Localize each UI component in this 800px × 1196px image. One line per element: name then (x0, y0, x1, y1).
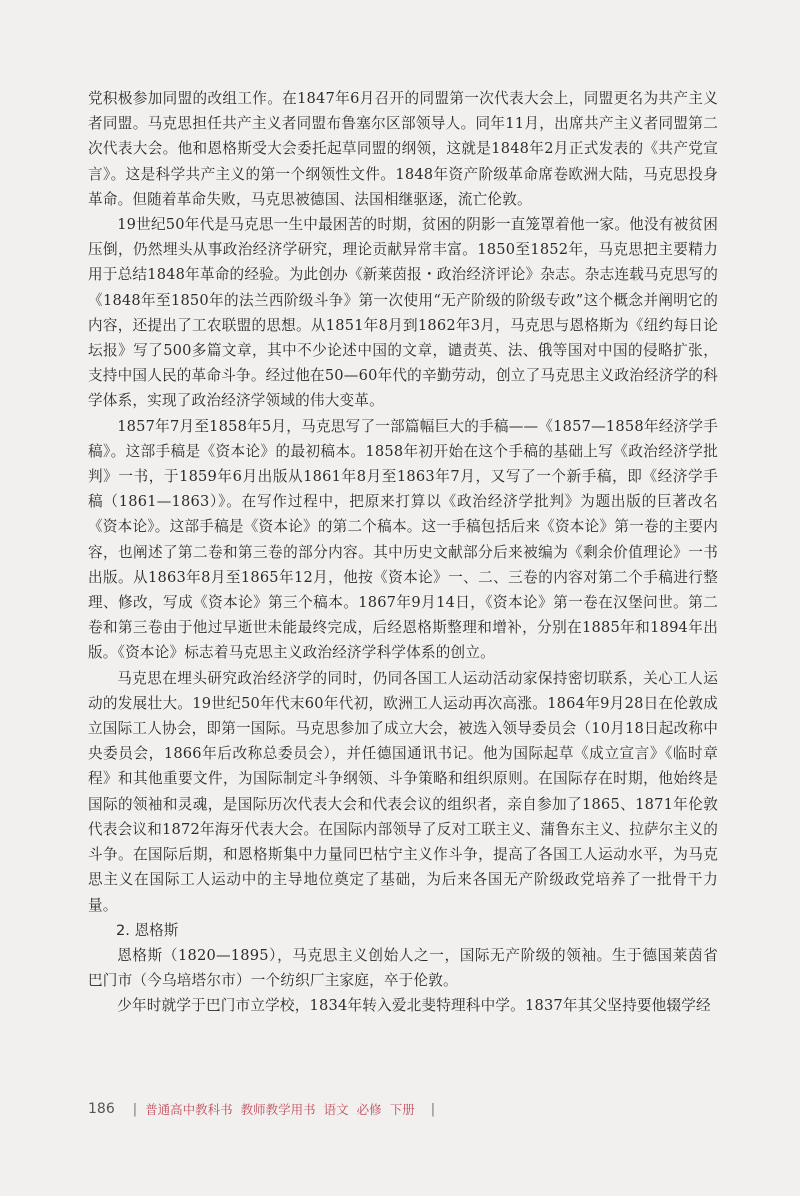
page-number: 186 (88, 1101, 115, 1117)
page-footer (88, 1100, 443, 1118)
page-body (88, 86, 718, 1019)
footer-subject: 语文 (323, 1102, 349, 1117)
footer-level: 必修 (356, 1102, 382, 1117)
paragraph-1: 党积极参加同盟的改组工作。在1847年6月召开的同盟第一次代表大会上，同盟更名为共产主义者同盟。马克思担任共产主义者同盟布鲁塞尔区部领导人。同年11月，出席共产主义者同盟第二次代表大会。他和恩格斯受大会委托起草同盟的纲领，这就是1848年2月正式发表的《共产党宣言》。这是科学共产主义的第一个纲领性文件。1848年资产阶级革命席卷欧洲大陆，马克思投身革命。但随着革命失败，马克思被德国、法国相继驱逐，流亡伦敦。 (88, 90, 718, 208)
footer-separator-right: | (430, 1101, 436, 1117)
footer-volume: 下册 (389, 1102, 415, 1117)
paragraph-6: 少年时就学于巴门市立学校，1834年转入爱北斐特理科中学。1837年其父坚持要他辍学经 (117, 997, 711, 1015)
paragraph-3: 1857年7月至1858年5月，马克思写了一部篇幅巨大的手稿——《1857—1858年经济学手稿》。这部手稿是《资本论》的最初稿本。1858年初开始在这个手稿的基础上写《政治经济学批判》一书，于1859年6月出版从1861年8月至1863年7月，又写了一个新手稿，即《经济学手稿（1861—1863）》。在写作过程中，把原来打算以《政治经济学批判》为题出版的巨著改名《资本论》。这部手稿是《资本论》的第二个稿本。这一手稿包括后来《资本论》第一卷的主要内容，也阐述了第二卷和第三卷的部分内容。其中历史文献部分后来被编为《剩余价值理论》一书出版。从1863年8月至1865年12月，他按《资本论》一、二、三卷的内容对第二个手稿进行整理、修改，写成《资本论》第三个稿本。1867年9月14日，《资本论》第一卷在汉堡问世。第二卷和第三卷由于他过早逝世未能最终完成，后经恩格斯整理和增补，分别在1885年和1894年出版。《资本论》标志着马克思主义政治经济学科学体系的创立。 (88, 417, 718, 662)
section-heading-engels: 2. 恩格斯 (116, 921, 179, 939)
footer-book-kind: 教师教学用书 (240, 1102, 316, 1117)
paragraph-2: 19世纪50年代是马克思一生中最困苦的时期，贫困的阴影一直笼罩着他一家。他没有被贫困压倒，仍然埋头从事政治经济学研究，理论贡献异常丰富。1850至1852年，马克思把主要精力用于总结1848年革命的经验。为此创办《新莱茵报・政治经济评论》杂志。杂志连载马克思写的《1848年至1850年的法兰西阶级斗争》第一次使用“无产阶级的阶级专政”这个概念并阐明它的内容，还提出了工农联盟的思想。从1851年8月到1862年3月，马克思与恩格斯为《纽约每日论坛报》写了500多篇文章，其中不少论述中国的文章，谴责英、法、俄等国对中国的侵略扩张，支持中国人民的革命斗争。经过他在50—60年代的辛勤劳动，创立了马克思主义政治经济学的科学体系，实现了政治经济学领域的伟大变革。 (88, 216, 718, 410)
paragraph-5: 恩格斯（1820—1895），马克思主义创始人之一，国际无产阶级的领袖。生于德国莱茵省巴门市（今乌培塔尔市）一个纺织厂主家庭，卒于伦敦。 (88, 946, 718, 990)
footer-separator-left: | (132, 1101, 138, 1117)
footer-book-type: 普通高中教科书 (145, 1102, 233, 1117)
paragraph-4: 马克思在埋头研究政治经济学的同时，仍同各国工人运动活动家保持密切联系，关心工人运动的发展壮大。19世纪50年代末60年代初，欧洲工人运动再次高涨。1864年9月28日在伦敦成立国际工人协会，即第一国际。马克思参加了成立大会，被选入领导委员会（10月18日起改称中央委员会，1866年后改称总委员会），并任德国通讯书记。他为国际起草《成立宣言》《临时章程》和其他重要文件，为国际制定斗争纲领、斗争策略和组织原则。在国际存在时期，他始终是国际的领袖和灵魂，是国际历次代表大会和代表会议的组织者，亲自参加了1865、1871年伦敦代表会议和1872年海牙代表大会。在国际内部领导了反对工联主义、蒲鲁东主义、拉萨尔主义的斗争。在国际后期，和恩格斯集中力量同巴枯宁主义作斗争，提高了各国工人运动水平，为马克思主义在国际工人运动中的主导地位奠定了基础，为后来各国无产阶级政党培养了一批骨干力量。 (88, 669, 718, 914)
